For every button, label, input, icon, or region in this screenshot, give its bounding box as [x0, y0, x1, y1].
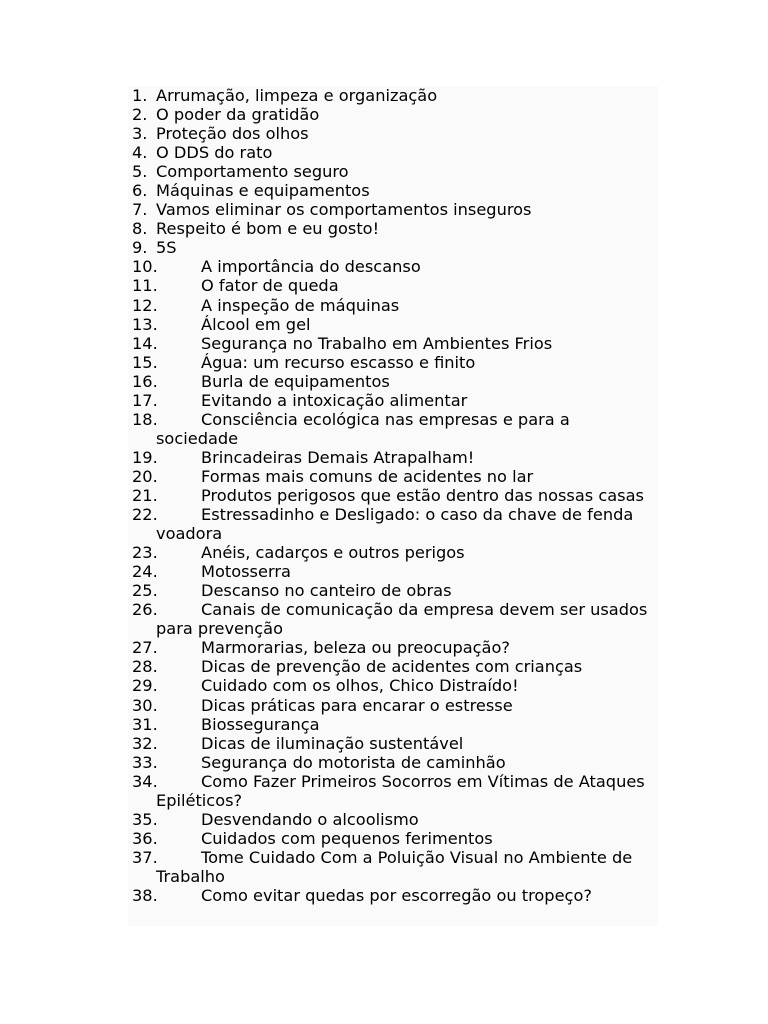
- list-item: [132, 848, 652, 886]
- list-item: [132, 562, 652, 581]
- item-text: Brincadeiras Demais Atrapalham!: [201, 447, 475, 467]
- item-text: Respeito é bom e eu gosto!: [156, 219, 380, 239]
- list-item: [132, 257, 652, 276]
- item-number: 4.: [132, 143, 148, 163]
- list-item: [132, 86, 652, 105]
- list-item: [132, 162, 652, 181]
- item-number: 6.: [132, 181, 148, 201]
- item-number: 7.: [132, 200, 148, 220]
- list-item: [132, 391, 652, 410]
- item-number: 38.: [132, 885, 158, 905]
- topic-list: [132, 86, 652, 905]
- item-number: 11.: [132, 276, 158, 296]
- item-number: 14.: [132, 333, 158, 353]
- item-text: Proteção dos olhos: [156, 124, 309, 144]
- item-number: 25.: [132, 581, 158, 601]
- item-number: 34.: [132, 771, 158, 791]
- item-number: 1.: [132, 86, 148, 105]
- item-number: 23.: [132, 543, 158, 563]
- item-text: Como Fazer Primeiros Socorros em Vítimas de Ataques Epiléticos?: [156, 771, 645, 810]
- item-text: O DDS do rato: [156, 143, 273, 163]
- list-item: [132, 143, 652, 162]
- list-item: [132, 200, 652, 219]
- item-text: Biossegurança: [201, 714, 320, 734]
- item-text: O fator de queda: [201, 276, 339, 296]
- list-item: [132, 448, 652, 467]
- item-text: Segurança do motorista de caminhão: [201, 752, 506, 772]
- list-item: [132, 334, 652, 353]
- item-text: Máquinas e equipamentos: [156, 181, 370, 201]
- list-item: [132, 543, 652, 562]
- list-item: [132, 676, 652, 695]
- item-text: Motosserra: [201, 562, 291, 582]
- item-text: Cuidado com os olhos, Chico Distraído!: [201, 676, 519, 696]
- item-number: 2.: [132, 105, 148, 125]
- item-text: Evitando a intoxicação alimentar: [201, 390, 468, 410]
- item-text: Produtos perigosos que estão dentro das nossas casas: [201, 485, 644, 505]
- item-text: Anéis, cadarços e outros perigos: [201, 543, 465, 563]
- list-item: [132, 238, 652, 257]
- item-text: Consciência ecológica nas empresas e para a sociedade: [156, 409, 570, 448]
- item-number: 16.: [132, 371, 158, 391]
- item-number: 21.: [132, 485, 158, 505]
- item-number: 13.: [132, 314, 158, 334]
- list-item: [132, 600, 652, 638]
- item-number: 36.: [132, 828, 158, 848]
- list-item: [132, 886, 652, 905]
- list-item: [132, 505, 652, 543]
- item-text: Dicas de prevenção de acidentes com crianças: [201, 657, 583, 677]
- item-number: 17.: [132, 390, 158, 410]
- item-number: 27.: [132, 638, 158, 658]
- item-number: 35.: [132, 809, 158, 829]
- topic-list-block: [128, 86, 658, 926]
- list-item: [132, 219, 652, 238]
- item-number: 18.: [132, 409, 158, 429]
- item-text: Burla de equipamentos: [201, 371, 390, 391]
- item-text: A importância do descanso: [201, 257, 421, 277]
- item-text: Desvendando o alcoolismo: [201, 809, 419, 829]
- item-text: Dicas de iluminação sustentável: [201, 733, 464, 753]
- item-number: 22.: [132, 505, 158, 525]
- list-item: [132, 753, 652, 772]
- list-item: [132, 410, 652, 448]
- item-text: Vamos eliminar os comportamentos inseguros: [156, 200, 532, 220]
- list-item: [132, 276, 652, 295]
- item-number: 32.: [132, 733, 158, 753]
- item-text: Estressadinho e Desligado: o caso da chave de fenda voadora: [156, 505, 634, 544]
- item-text: Cuidados com pequenos ferimentos: [201, 828, 493, 848]
- item-text: O poder da gratidão: [156, 105, 320, 125]
- item-number: 31.: [132, 714, 158, 734]
- list-item: [132, 181, 652, 200]
- item-text: Tome Cuidado Com a Poluição Visual no Ambiente de Trabalho: [156, 847, 633, 886]
- list-item: [132, 296, 652, 315]
- item-text: Dicas práticas para encarar o estresse: [201, 695, 513, 715]
- item-text: A inspeção de máquinas: [201, 295, 400, 315]
- item-text: Água: um recurso escasso e finito: [201, 352, 476, 372]
- list-item: [132, 657, 652, 676]
- item-number: 5.: [132, 162, 148, 182]
- list-item: [132, 734, 652, 753]
- item-text: 5S: [156, 238, 177, 258]
- list-item: [132, 696, 652, 715]
- item-number: 3.: [132, 124, 148, 144]
- list-item: [132, 353, 652, 372]
- list-item: [132, 715, 652, 734]
- list-item: [132, 486, 652, 505]
- item-number: 37.: [132, 847, 158, 867]
- list-item: [132, 581, 652, 600]
- list-item: [132, 829, 652, 848]
- list-item: [132, 810, 652, 829]
- item-number: 29.: [132, 676, 158, 696]
- item-text: Segurança no Trabalho em Ambientes Frios: [201, 333, 553, 353]
- item-number: 8.: [132, 219, 148, 239]
- item-text: Arrumação, limpeza e organização: [156, 86, 438, 105]
- item-text: Formas mais comuns de acidentes no lar: [201, 466, 534, 486]
- item-number: 10.: [132, 257, 158, 277]
- item-text: Álcool em gel: [201, 314, 311, 334]
- item-number: 9.: [132, 238, 148, 258]
- item-number: 15.: [132, 352, 158, 372]
- list-item: [132, 315, 652, 334]
- item-text: Canais de comunicação da empresa devem ser usados para prevenção: [156, 600, 648, 639]
- item-number: 28.: [132, 657, 158, 677]
- list-item: [132, 105, 652, 124]
- item-number: 20.: [132, 466, 158, 486]
- list-item: [132, 772, 652, 810]
- item-number: 24.: [132, 562, 158, 582]
- list-item: [132, 124, 652, 143]
- list-item: [132, 372, 652, 391]
- item-number: 26.: [132, 600, 158, 620]
- item-number: 33.: [132, 752, 158, 772]
- list-item: [132, 467, 652, 486]
- item-text: Como evitar quedas por escorregão ou tropeço?: [201, 885, 592, 905]
- item-number: 12.: [132, 295, 158, 315]
- item-text: Comportamento seguro: [156, 162, 349, 182]
- list-item: [132, 638, 652, 657]
- item-text: Marmorarias, beleza ou preocupação?: [201, 638, 510, 658]
- item-number: 19.: [132, 447, 158, 467]
- item-number: 30.: [132, 695, 158, 715]
- item-text: Descanso no canteiro de obras: [201, 581, 452, 601]
